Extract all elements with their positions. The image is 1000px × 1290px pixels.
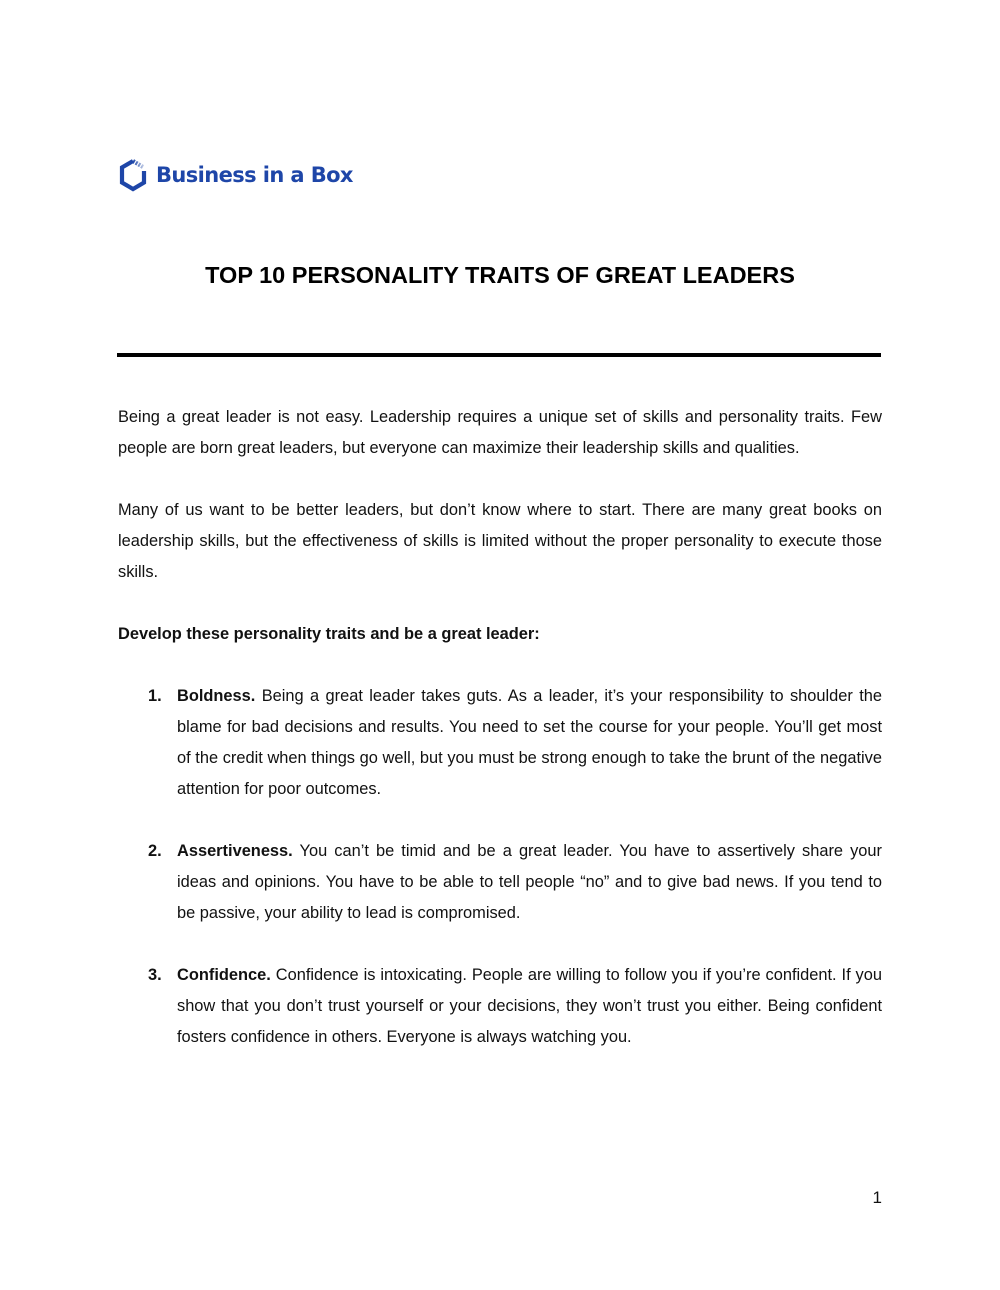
list-lead-in: Develop these personality traits and be a great leader: [118, 625, 540, 643]
trait-item-boldness [118, 681, 882, 805]
brand-name: Business in a Box [156, 163, 353, 187]
list-number: 1. [148, 687, 162, 705]
trait-term: Boldness. [177, 687, 256, 705]
context-paragraph: Many of us want to be better leaders, but don’t know where to start. There are many great books on leadership skills, but the effectiveness of skills is limited without the proper personality to execute those skills. [118, 501, 882, 581]
trait-item-confidence [118, 960, 882, 1053]
trait-term: Assertiveness. [177, 842, 293, 860]
document-body [118, 402, 882, 1084]
list-number: 2. [148, 842, 162, 860]
intro-paragraph: Being a great leader is not easy. Leadership requires a unique set of skills and personality traits. Few people are born great leaders, but everyone can maximize their leadership skills and qualities. [118, 408, 882, 457]
document-title: TOP 10 PERSONALITY TRAITS OF GREAT LEADERS [205, 262, 795, 288]
brand-logo [118, 158, 353, 192]
trait-term: Confidence. [177, 966, 271, 984]
traits-list [118, 681, 882, 1053]
trait-item-assertiveness [118, 836, 882, 929]
hexagon-icon [118, 158, 148, 192]
page-number: 1 [872, 1188, 882, 1207]
trait-description: Confidence is intoxicating. People are willing to follow you if you’re confident. If you show that you don’t trust yourself or your decisions, they won’t trust you either. Being confident fosters confidence in others. Everyone is always watching you. [177, 966, 882, 1046]
trait-description: Being a great leader takes guts. As a leader, it’s your responsibility to shoulder the blame for bad decisions and results. You need to set the course for your people. You’ll get most of the credit when things go well, but you must be strong enough to take the brunt of the negative attention for poor outcomes. [177, 687, 882, 798]
trait-description: You can’t be timid and be a great leader. You have to assertively share your ideas and opinions. You have to be able to tell people “no” and to give bad news. If you tend to be passive, your ability to lead is compromised. [177, 842, 882, 922]
title-divider [117, 353, 881, 357]
list-number: 3. [148, 966, 162, 984]
